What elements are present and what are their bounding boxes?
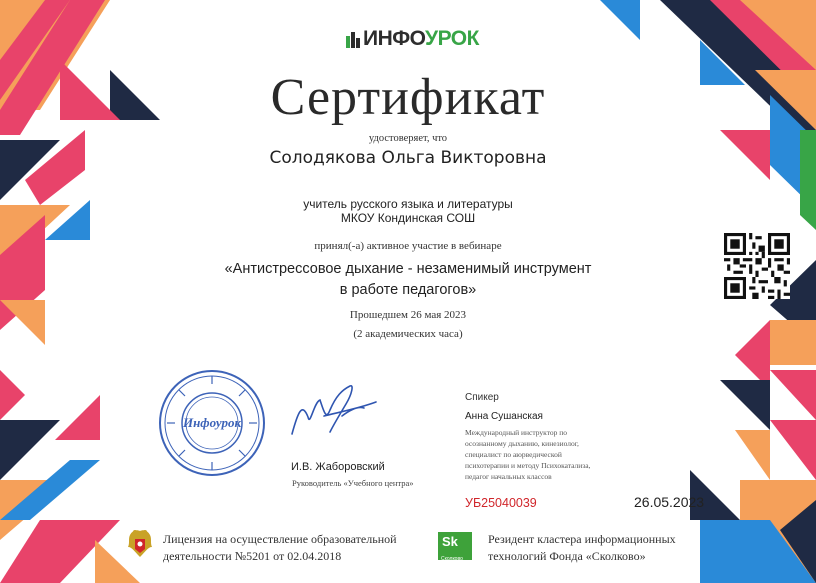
infourok-logo xyxy=(346,28,479,50)
official-stamp xyxy=(157,368,267,478)
logo-text-dark: ИНФО xyxy=(363,27,425,50)
certifies-text: удостоверяет, что xyxy=(368,133,448,144)
speaker-desc-line: педагог начальных классов xyxy=(465,472,552,481)
speaker-desc-line: специалист по аюрведической xyxy=(465,450,562,459)
signatory-role: Руководитель «Учебного центра» xyxy=(292,478,414,488)
speaker-desc-line: осознанному дыханию, кинезиолог, xyxy=(465,439,579,448)
participation-text: принял(-а) активное участие в вебинаре xyxy=(314,240,502,252)
academic-hours-text: (2 академических часа) xyxy=(353,328,463,340)
logo-text-green: УРОК xyxy=(425,27,479,50)
recipient-school: МКОУ Кондинская СОШ xyxy=(340,211,476,225)
resident-line: Резидент кластера информационных xyxy=(488,532,676,546)
logo-icon xyxy=(346,30,360,48)
signature xyxy=(280,372,380,452)
resident-line: технологий Фонда «Сколково» xyxy=(488,549,646,563)
russian-emblem-icon xyxy=(124,527,156,561)
speaker-desc-line: Международный инструктор по xyxy=(465,428,568,437)
speaker-name: Анна Сушанская xyxy=(465,411,543,422)
license-text xyxy=(163,531,423,565)
license-line: деятельности №5201 от 02.04.2018 xyxy=(163,549,342,563)
skolkovo-logo xyxy=(438,532,472,560)
speaker-label: Спикер xyxy=(465,392,499,403)
speaker-description xyxy=(465,427,655,482)
recipient-name: Солодякова Ольга Викторовна xyxy=(269,148,547,168)
certificate-code: УБ25040039 xyxy=(465,496,537,510)
webinar-title-line1: «Антистрессовое дыхание - незаменимый инструмент xyxy=(224,261,592,277)
webinar-title-line2: в работе педагогов» xyxy=(339,282,477,298)
held-date-text: Прошедшем 26 мая 2023 xyxy=(349,309,467,321)
certificate-title: Сертификат xyxy=(270,69,546,126)
speaker-desc-line: психотерапии и методу Психокатализа, xyxy=(465,461,591,470)
qr-code xyxy=(724,233,790,299)
stamp-text: Инфоурок xyxy=(182,415,242,430)
license-line: Лицензия на осуществление образовательной xyxy=(163,532,397,546)
skolkovo-logo-small: Сколково xyxy=(441,556,463,562)
resident-text xyxy=(488,531,688,565)
signatory-name: И.В. Жаборовский xyxy=(291,461,385,473)
certificate-date: 26.05.2023 xyxy=(634,494,705,510)
recipient-position: учитель русского языка и литературы xyxy=(303,197,513,211)
skolkovo-logo-text: Sk xyxy=(442,534,458,549)
